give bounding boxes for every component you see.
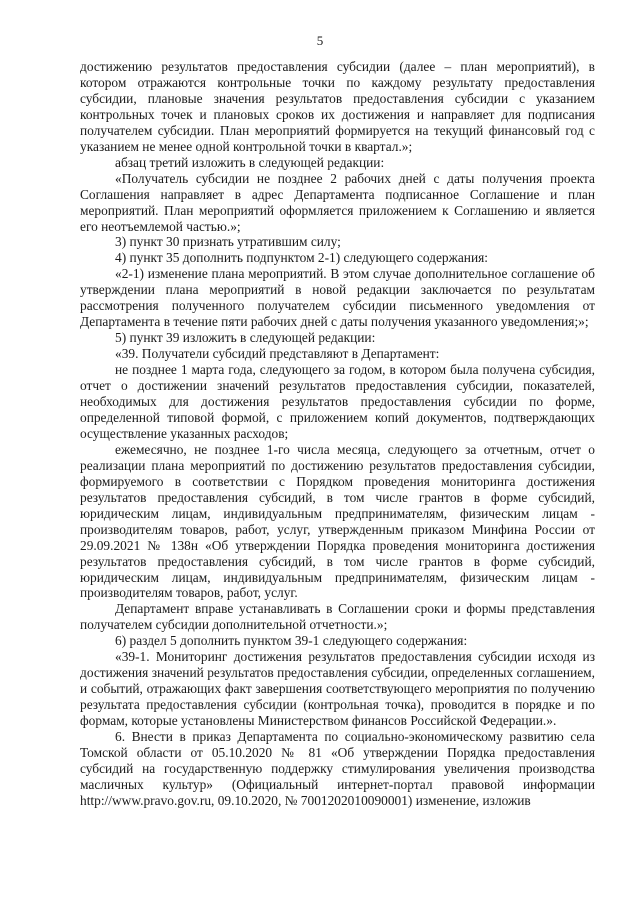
paragraph: 5) пункт 39 изложить в следующей редакции: [115, 330, 376, 346]
paragraph: «2-1) изменение плана мероприятий. В этом случае дополнительное соглашение об утверждении плана мероприятий в новой редакции заключается по результатам рассмотрения полученного получателем субсидии письменного уведомления от Департамента в течение пяти рабочих дней с даты получения указанного уведомления;»; [80, 266, 595, 330]
document-body [80, 59, 595, 809]
paragraph: «39. Получатели субсидий представляют в Департамент: [115, 346, 440, 362]
page-number: 5 [316, 33, 324, 48]
paragraph: не позднее 1 марта года, следующего за годом, в котором была получена субсидия, отчет о достижении значений результатов предоставления субсидии, показателей, необходимых для достижения результатов предоставления субсидии по форме, определенной типовой формой, с приложением копий документов, подтверждающих осуществление указанных расходов; [80, 362, 595, 441]
paragraph: Департамент вправе устанавливать в Соглашении сроки и формы представления получателем субсидии дополнительной отчетности.»; [80, 601, 595, 633]
paragraph: достижению результатов предоставления субсидии (далее – план мероприятий), в котором отражаются контрольные точки по каждому результату предоставления субсидии, плановые значения результатов предоставления субсидии с указанием контрольных точек и плановых сроков их достижения и направляет для подписания получателем субсидии. План мероприятий формируется на текущий финансовый год с указанием не менее одной контрольной точки в квартал.»; [80, 59, 595, 154]
paragraph: «Получатель субсидии не позднее 2 рабочих дней с даты получения проекта Соглашения направляет в адрес Департамента подписанное Соглашение и план мероприятий. План мероприятий оформляется приложением к Соглашению и является его неотъемлемой частью.»; [80, 170, 595, 234]
paragraph: 3) пункт 30 признать утратившим силу; [115, 234, 341, 250]
paragraph: «39-1. Мониторинг достижения результатов предоставления субсидии исходя из достижения значений результатов предоставления субсидии, определенных соглашением, и событий, отражающих факт завершения соответствующего мероприятия по получению результата предоставления субсидии (контрольная точка), проводится в порядке и по формам, которые установлены Министерством финансов Российской Федерации.». [80, 649, 595, 729]
paragraph: 6) раздел 5 дополнить пунктом 39-1 следующего содержания: [115, 633, 468, 649]
paragraph: ежемесячно, не позднее 1-го числа месяца, следующего за отчетным, отчет о реализации плана мероприятий по достижению результатов предоставления субсидии, формируемого в соответствии с Порядком проведения мониторинга достижения результатов предоставления субсидий, в том числе грантов в форме субсидий, юридическим лицам, индивидуальным предпринимателям, физическим лицам - производителям товаров, работ, услуг, утвержденным приказом Минфина России от 29.09.2021 № 138н «Об утверждении Порядка проведения мониторинга достижения результатов предоставления субсидий, в том числе грантов в форме субсидий, юридическим лицам, индивидуальным предпринимателям, физическим лицам - производителям товаров, работ, услуг. [80, 441, 595, 601]
paragraph: 4) пункт 35 дополнить подпунктом 2-1) следующего содержания: [115, 250, 489, 266]
paragraph: 6. Внести в приказ Департамента по социально-экономическому развитию села Томской области от 05.10.2020 № 81 «Об утверждении Порядка предоставления субсидий на государственную поддержку стимулирования увеличения производства масличных культур» (Официальный интернет-портал правовой информации http://www.pravo.gov.ru, 09.10.2020, № 7001202010090001) изменение, изложив [80, 729, 595, 808]
paragraph: абзац третий изложить в следующей редакции: [115, 154, 385, 170]
